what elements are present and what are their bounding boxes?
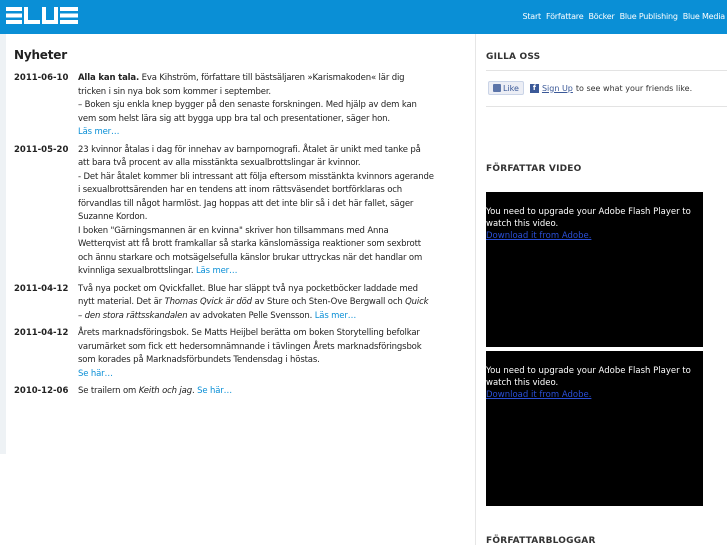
facebook-icon: f bbox=[530, 84, 539, 93]
see-here-link[interactable]: Se här… bbox=[197, 386, 232, 396]
flash-video-player[interactable] bbox=[486, 192, 703, 347]
news-item bbox=[14, 144, 434, 279]
forfattarbloggar-heading: FÖRFATTARBLOGGAR bbox=[486, 536, 596, 545]
news-body: Årets marknadsföringsbok. Se Matts Heijbel berätta om boken Storytelling befolkar varumärket som fick ett hedersomnämnande i tävlingen Årets marknadsföringsbok som korades på Marknadsförbundets Tendensdag i höstas. Se här… bbox=[78, 328, 422, 379]
main-content bbox=[14, 48, 434, 403]
news-item bbox=[14, 283, 434, 324]
news-date: 2011-04-12 bbox=[14, 328, 69, 338]
top-navigation-bar bbox=[0, 0, 727, 34]
divider bbox=[486, 106, 727, 107]
news-item bbox=[14, 385, 434, 399]
news-item bbox=[14, 327, 434, 381]
blue-logo[interactable] bbox=[6, 7, 78, 24]
facebook-like-widget bbox=[488, 81, 692, 95]
download-flash-link[interactable]: Download it from Adobe. bbox=[486, 390, 592, 400]
news-body: 23 kvinnor åtalas i dag för innehav av barnpornografi. Åtalet är unikt med tanke på att bara två procent av alla misstänkta sexualbrottslingar är kvinnor. - Det här åtalet kommer bli intressant att följa eftersom misstänkta kvinnors agerande i sexualbrottsärenden har en tendens att inom rättsväsendet bortförklaras och förvandlas till något harmlöst. Jag hoppas att det inte blir så i det här fallet, säger Suzanne Kordon. I boken "Gärningsmannen är en kvinna" skriver hon tillsammans med Anna Wetterqvist att få brott framkallar så starka känslomässiga reaktioner som sexbrott och ännu starkare och motsägelsefulla känslor brukar uttryckas när det handlar om kvinnliga sexualbrottslingar. Läs mer… bbox=[78, 144, 434, 276]
nav-blue-publishing[interactable]: Blue Publishing bbox=[619, 12, 678, 21]
news-body: Se trailern om Keith och jag. Se här… bbox=[78, 386, 232, 396]
news-lead: Alla kan tala. bbox=[78, 73, 140, 83]
divider bbox=[486, 70, 727, 71]
nav-start[interactable]: Start bbox=[522, 12, 541, 21]
flash-upgrade-message: You need to upgrade your Adobe Flash Player to watch this video. bbox=[486, 366, 691, 388]
facebook-signup-link[interactable]: Sign Up bbox=[541, 83, 573, 93]
news-date: 2011-05-20 bbox=[14, 144, 69, 155]
news-date: 2011-06-10 bbox=[14, 73, 69, 83]
news-list bbox=[14, 72, 434, 399]
flash-upgrade-message: You need to upgrade your Adobe Flash Player to watch this video. bbox=[486, 207, 691, 229]
thumbs-up-icon bbox=[493, 84, 501, 92]
read-more-link[interactable]: Läs mer… bbox=[195, 266, 238, 276]
nav-blue-media[interactable]: Blue Media bbox=[682, 12, 725, 21]
news-date: 2010-12-06 bbox=[14, 386, 69, 396]
nav-forfattare[interactable]: Författare bbox=[546, 12, 584, 21]
news-date: 2011-04-12 bbox=[14, 283, 69, 294]
flash-video-player[interactable] bbox=[486, 351, 703, 506]
left-edge-strip bbox=[0, 34, 6, 454]
news-body: Två nya pocket om Qvickfallet. Blue har släppt två nya pocketböcker laddade med nytt material. Det är Thomas Qvick är död av Sture och Sten-Ove Bergwall och Quick – den stora rättsskandalen av advokaten Pelle Svensson. Läs mer… bbox=[78, 283, 429, 321]
gilla-oss-heading: GILLA OSS bbox=[486, 52, 541, 62]
download-flash-link[interactable]: Download it from Adobe. bbox=[486, 231, 592, 241]
column-divider bbox=[475, 34, 476, 545]
main-nav bbox=[517, 12, 725, 21]
facebook-like-button[interactable]: Like bbox=[488, 81, 524, 95]
see-here-link[interactable]: Se här… bbox=[78, 368, 113, 379]
read-more-link[interactable]: Läs mer… bbox=[78, 127, 120, 137]
read-more-link[interactable]: Läs mer… bbox=[314, 310, 357, 321]
forfattar-video-heading: FÖRFATTAR VIDEO bbox=[486, 164, 582, 174]
signup-description: to see what your friends like. bbox=[575, 83, 693, 93]
news-item bbox=[14, 72, 434, 140]
news-body: Alla kan tala. Eva Kihström, författare till bästsäljaren »Karismakoden« lär dig tricken i sin nya bok som kommer i september. – Boken sju enkla knep bygger på den senaste forskningen. Med hjälp av dem kan vem som helst lära sig att bygga upp bra tal och presentationer, säger hon. Läs mer… bbox=[78, 73, 417, 137]
page-title: Nyheter bbox=[14, 48, 67, 62]
nav-bocker[interactable]: Böcker bbox=[588, 12, 615, 21]
